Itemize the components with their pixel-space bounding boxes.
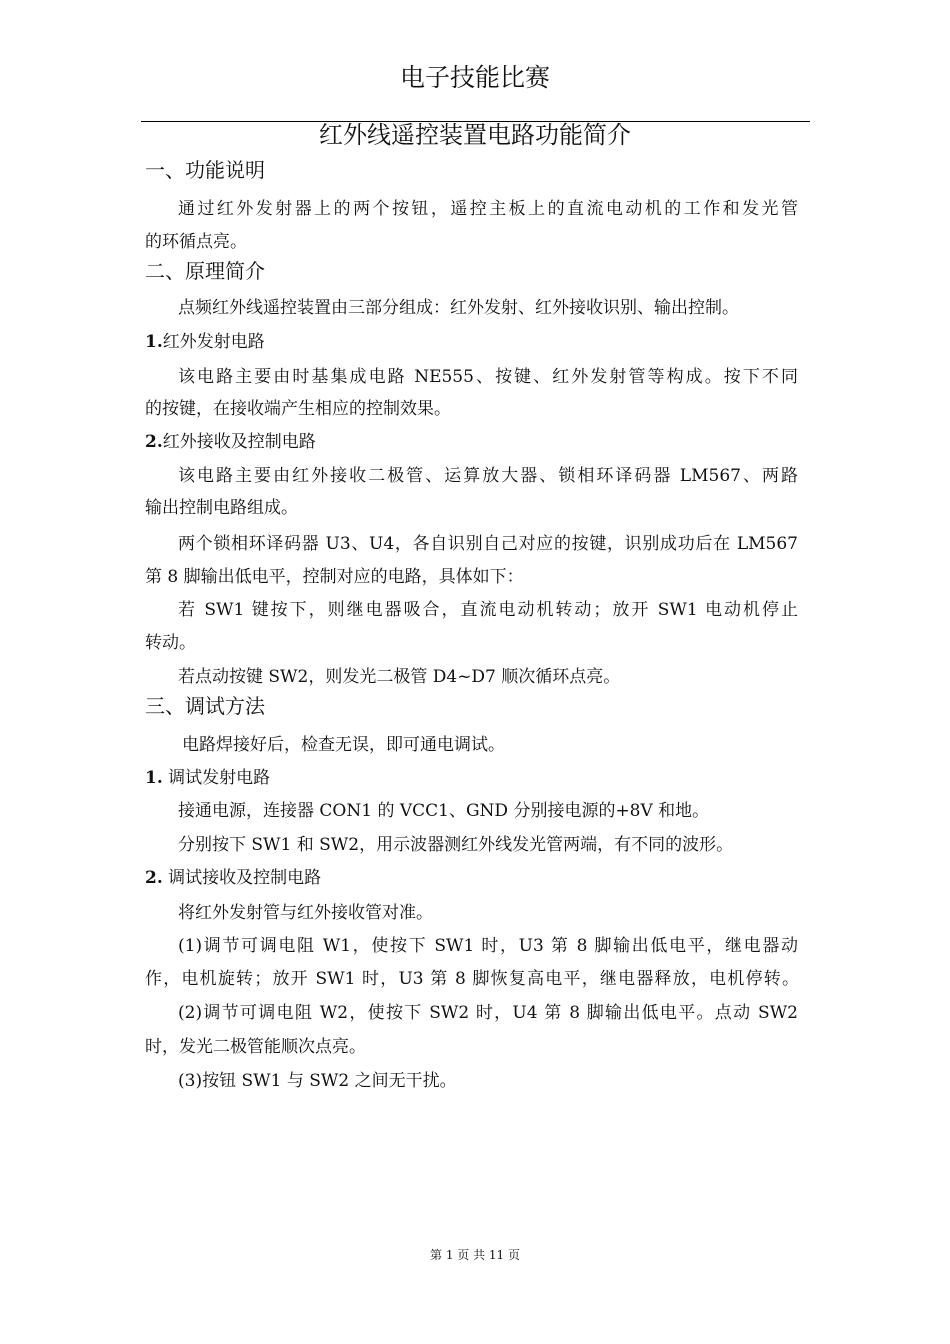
paragraph-line: 第 8 脚输出低电平，控制对应的电路，具体如下：: [145, 567, 524, 587]
paragraph-line: (1)调节可调电阻 W1，使按下 SW1 时，U3 第 8 脚输出低电平，继电器动: [178, 936, 798, 956]
subheading-debug-transmitter: [145, 766, 270, 790]
paragraph-line: 两个锁相环译码器 U3、U4，各自识别自己对应的按键，识别成功后在 LM567: [178, 534, 798, 554]
subheading-number: 2.: [145, 868, 163, 888]
section-heading-principle: 二、原理简介: [145, 259, 265, 283]
paragraph-line: 接通电源，连接器 CON1 的 VCC1、GND 分别接电源的+8V 和地。: [178, 801, 710, 821]
section-heading-debugging: 三、调试方法: [145, 694, 265, 718]
subheading-number: 1.: [145, 768, 163, 788]
paragraph-line: 该电路主要由时基集成电路 NE555、按键、红外发射管等构成。按下不同: [178, 367, 798, 387]
subheading-text: 调试接收及控制电路: [168, 868, 322, 888]
paragraph-line: 若 SW1 键按下，则继电器吸合，直流电动机转动；放开 SW1 电动机停止: [178, 600, 798, 620]
subheading-ir-receiver: [145, 430, 316, 454]
paragraph-line: 若点动按键 SW2，则发光二极管 D4~D7 顺次循环点亮。: [178, 667, 621, 687]
paragraph-line: 时，发光二极管能顺次点亮。: [145, 1037, 366, 1057]
paragraph-line: 将红外发射管与红外接收管对准。: [178, 903, 433, 923]
paragraph-line: 的按键，在接收端产生相应的控制效果。: [145, 399, 451, 419]
paragraph-line: 输出控制电路组成。: [145, 498, 298, 518]
header-title: 电子技能比赛: [399, 63, 550, 92]
paragraph-line: 通过红外发射器上的两个按钮，遥控主板上的直流电动机的工作和发光管: [178, 199, 798, 219]
paragraph-line: 的环循点亮。: [145, 232, 247, 252]
paragraph-line: 点频红外线遥控装置由三部分组成：红外发射、红外接收识别、输出控制。: [178, 298, 739, 318]
paragraph-line: 作，电机旋转；放开 SW1 时，U3 第 8 脚恢复高电平，继电器释放，电机停转。: [145, 969, 799, 989]
paragraph-line: 转动。: [145, 633, 196, 653]
paragraph-line: (3)按钮 SW1 与 SW2 之间无干扰。: [178, 1071, 457, 1091]
subheading-debug-receiver: [145, 866, 321, 890]
paragraph-line: 该电路主要由红外接收二极管、运算放大器、锁相环译码器 LM567、两路: [178, 466, 798, 486]
paragraph-line: (2)调节可调电阻 W2，使按下 SW2 时，U4 第 8 脚输出低电平。点动 SW2: [178, 1003, 798, 1023]
paragraph-line: 电路焊接好后，检查无误，即可通电调试。: [182, 735, 505, 755]
subheading-number: 2.: [145, 432, 163, 452]
subheading-text: 红外接收及控制电路: [162, 432, 316, 452]
page-number-footer: 第 1 页 共 11 页: [430, 1248, 520, 1262]
subheading-ir-transmitter: [145, 330, 265, 354]
paragraph-line: 分别按下 SW1 和 SW2，用示波器测红外线发光管两端，有不同的波形。: [178, 835, 734, 855]
subheading-text: 红外发射电路: [162, 332, 265, 352]
document-title: 红外线遥控装置电路功能简介: [319, 121, 631, 149]
section-heading-function: 一、功能说明: [145, 158, 265, 182]
subheading-text: 调试发射电路: [168, 768, 271, 788]
subheading-number: 1.: [145, 332, 163, 352]
